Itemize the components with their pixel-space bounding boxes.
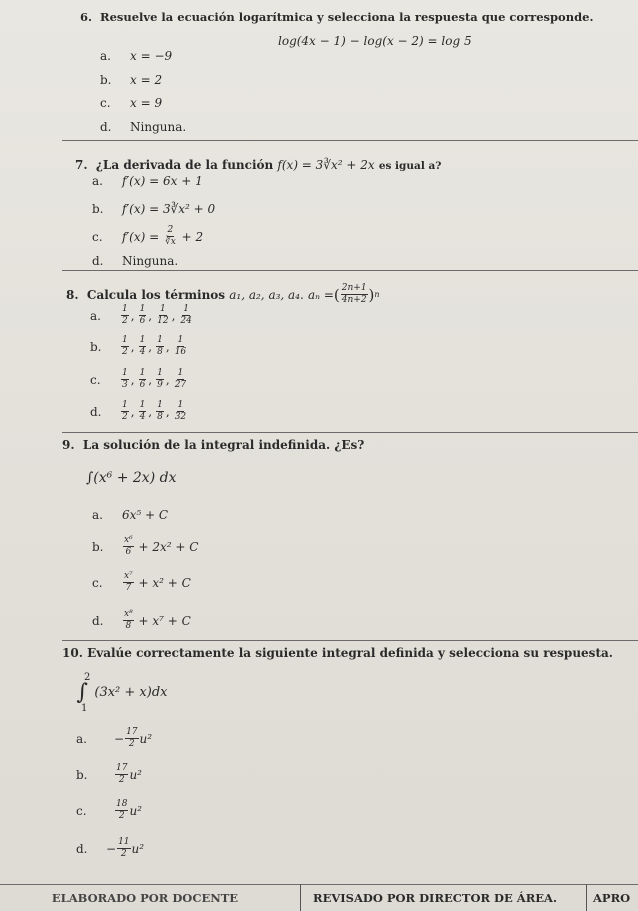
option-6d[interactable]: d. Ninguna. [100,120,187,134]
option-9d[interactable]: d. $\frac{\text{x⁸}}{8}$ + x⁷ + C [92,609,191,631]
fraction-term: $\frac{1}{8}$ [157,400,163,422]
option-6b[interactable]: b. x = 2 [100,73,163,87]
fraction-term: $\frac{1}{27}$ [174,368,187,390]
option-10a[interactable]: a. − $\frac{17}{2}$ u² [76,727,153,749]
option-letter: d. [90,404,102,419]
option-letter: c. [90,372,101,387]
question-6-equation: log(4x − 1) − log(x − 2) = log 5 [278,34,472,48]
option-10b[interactable]: b. $\frac{17}{2}$ u² [76,763,142,785]
option-6a[interactable]: a. x = −9 [100,49,173,63]
option-8a[interactable]: a. $\frac{1}{2}$ , $\frac{1}{6}$ , $\frac{1}{12}$ , $\frac{1}{24}$ [90,304,192,326]
fraction-term: $\frac{1}{16}$ [174,335,187,357]
footer-aprobado: APRO [586,884,638,911]
option-9a[interactable]: a. 6x⁵ + C [92,508,169,522]
option-6c[interactable]: c. x = 9 [100,96,163,110]
fraction-term: $\frac{1}{3}$ [122,368,128,390]
fraction-term: $\frac{1}{32}$ [174,400,187,422]
question-10-integral: 2 ∫ 1 (3x² + x)dx [76,672,168,714]
fraction-term: $\frac{1}{8}$ [157,335,163,357]
question-8-title: 8. Calcula los términos a₁, a₂, a₃, a₄. aₙ = ( $\frac{2n+1}{4n+2}$ ) n [66,283,380,305]
option-8c[interactable]: c. $\frac{1}{3}$ , $\frac{1}{6}$ , $\frac{1}{9}$ , $\frac{1}{27}$ [90,368,187,390]
fraction-term: $\frac{1}{12}$ [157,304,169,326]
option-7a[interactable]: a. f′(x) = 6x + 1 [92,174,203,188]
footer-revisado: REVISADO POR DIRECTOR DE ÁREA. [300,884,569,911]
option-7d[interactable]: d. Ninguna. [92,254,179,268]
fraction-term: $\frac{1}{6}$ [139,304,146,326]
question-7-title: 7. ¿La derivada de la función f(x) = 3∛x² + 2x es igual a? [75,158,442,172]
fraction-term: $\frac{1}{6}$ [139,368,146,390]
footer-elaborado: ELABORADO POR DOCENTE [51,890,239,905]
question-9-integral: ∫(x⁶ + 2x) dx [86,470,177,486]
question-6-title: 6. Resuelve la ecuación logarítmica y selecciona la respuesta que corresponde. [80,10,594,24]
approval-footer [0,884,638,911]
fraction-term: $\frac{1}{24}$ [180,304,192,326]
divider [62,140,638,141]
option-10c[interactable]: c. $\frac{18}{2}$ u² [76,799,142,821]
fraction-term: $\frac{1}{2}$ [122,304,128,326]
fraction-term: $\frac{1}{2}$ [122,400,128,422]
option-letter: a. [90,308,101,323]
option-9b[interactable]: b. $\frac{\text{x⁶}}{6}$ + 2x² + C [92,535,199,557]
divider [62,270,638,271]
fraction-term: $\frac{1}{2}$ [122,335,128,357]
option-8b[interactable]: b. $\frac{1}{2}$ , $\frac{1}{4}$ , $\frac{1}{8}$ , $\frac{1}{16}$ [90,335,187,357]
question-10-title: 10. Evalúe correctamente la siguiente integral definida y selecciona su respuesta. [62,646,613,660]
divider [62,432,638,433]
option-letter: b. [90,339,102,354]
fraction-term: $\frac{1}{4}$ [139,335,146,357]
option-9c[interactable]: c. $\frac{\text{x⁷}}{7}$ + x² + C [92,571,191,593]
option-10d[interactable]: d. − $\frac{11}{2}$ u² [76,837,145,859]
fraction-term: $\frac{1}{9}$ [157,368,163,390]
option-8d[interactable]: d. $\frac{1}{2}$ , $\frac{1}{4}$ , $\frac{1}{8}$ , $\frac{1}{32}$ [90,400,187,422]
fraction-term: $\frac{1}{4}$ [139,400,146,422]
divider [62,640,638,641]
option-7c[interactable]: c. f′(x) = $\frac{2}{∛x}$ + 2 [92,225,204,247]
option-7b[interactable]: b. f′(x) = 3∛x² + 0 [92,202,216,216]
question-9-title: 9. La solución de la integral indefinida. ¿Es? [62,438,365,452]
